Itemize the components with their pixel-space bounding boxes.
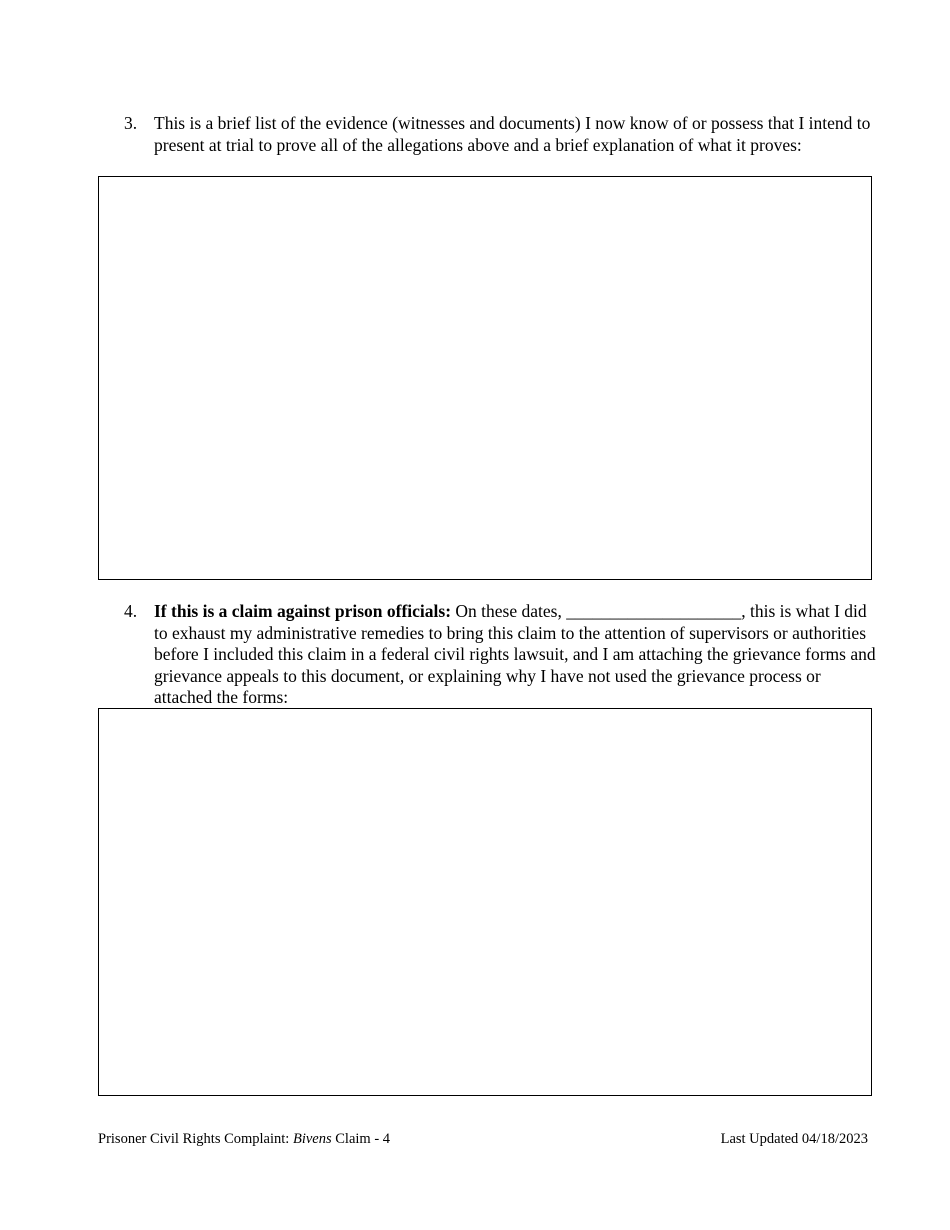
item-3-number: 3. bbox=[124, 113, 138, 133]
evidence-answer-box[interactable] bbox=[98, 176, 872, 580]
item-3-prompt: This is a brief list of the evidence (witnesses and documents) I now know of or possess that I intend to present at trial to prove all of the allegations above and a brief explanation of what it proves: bbox=[154, 113, 871, 155]
item-3 bbox=[124, 113, 876, 156]
item-4-prompt bbox=[154, 601, 876, 709]
exhaustion-answer-box[interactable] bbox=[98, 708, 872, 1096]
item-4-number: 4. bbox=[124, 601, 138, 621]
footer-last-updated: Last Updated 04/18/2023 bbox=[720, 1131, 868, 1147]
item-4 bbox=[124, 601, 876, 709]
footer-title-prefix: Prisoner Civil Rights Complaint: bbox=[98, 1131, 293, 1147]
item-4-text-before-blank: On these dates, bbox=[451, 601, 567, 621]
footer-form-title bbox=[98, 1130, 390, 1148]
item-4-bold-lead: If this is a claim against prison officials: bbox=[154, 601, 452, 621]
footer-title-suffix: Claim - 4 bbox=[331, 1131, 391, 1147]
footer-title-italic: Bivens bbox=[292, 1131, 332, 1147]
item-4-text-after-blank: , this is what I did to exhaust my administrative remedies to bring this claim to the attention of supervisors or authorities before I included this claim in a federal civil rights lawsuit, and I am attaching the grievance forms and grievance appeals to this document, or explaining why I have not used the grievance process or attached the forms: bbox=[154, 601, 876, 707]
dates-blank-field[interactable]: ____________________ bbox=[566, 601, 742, 621]
